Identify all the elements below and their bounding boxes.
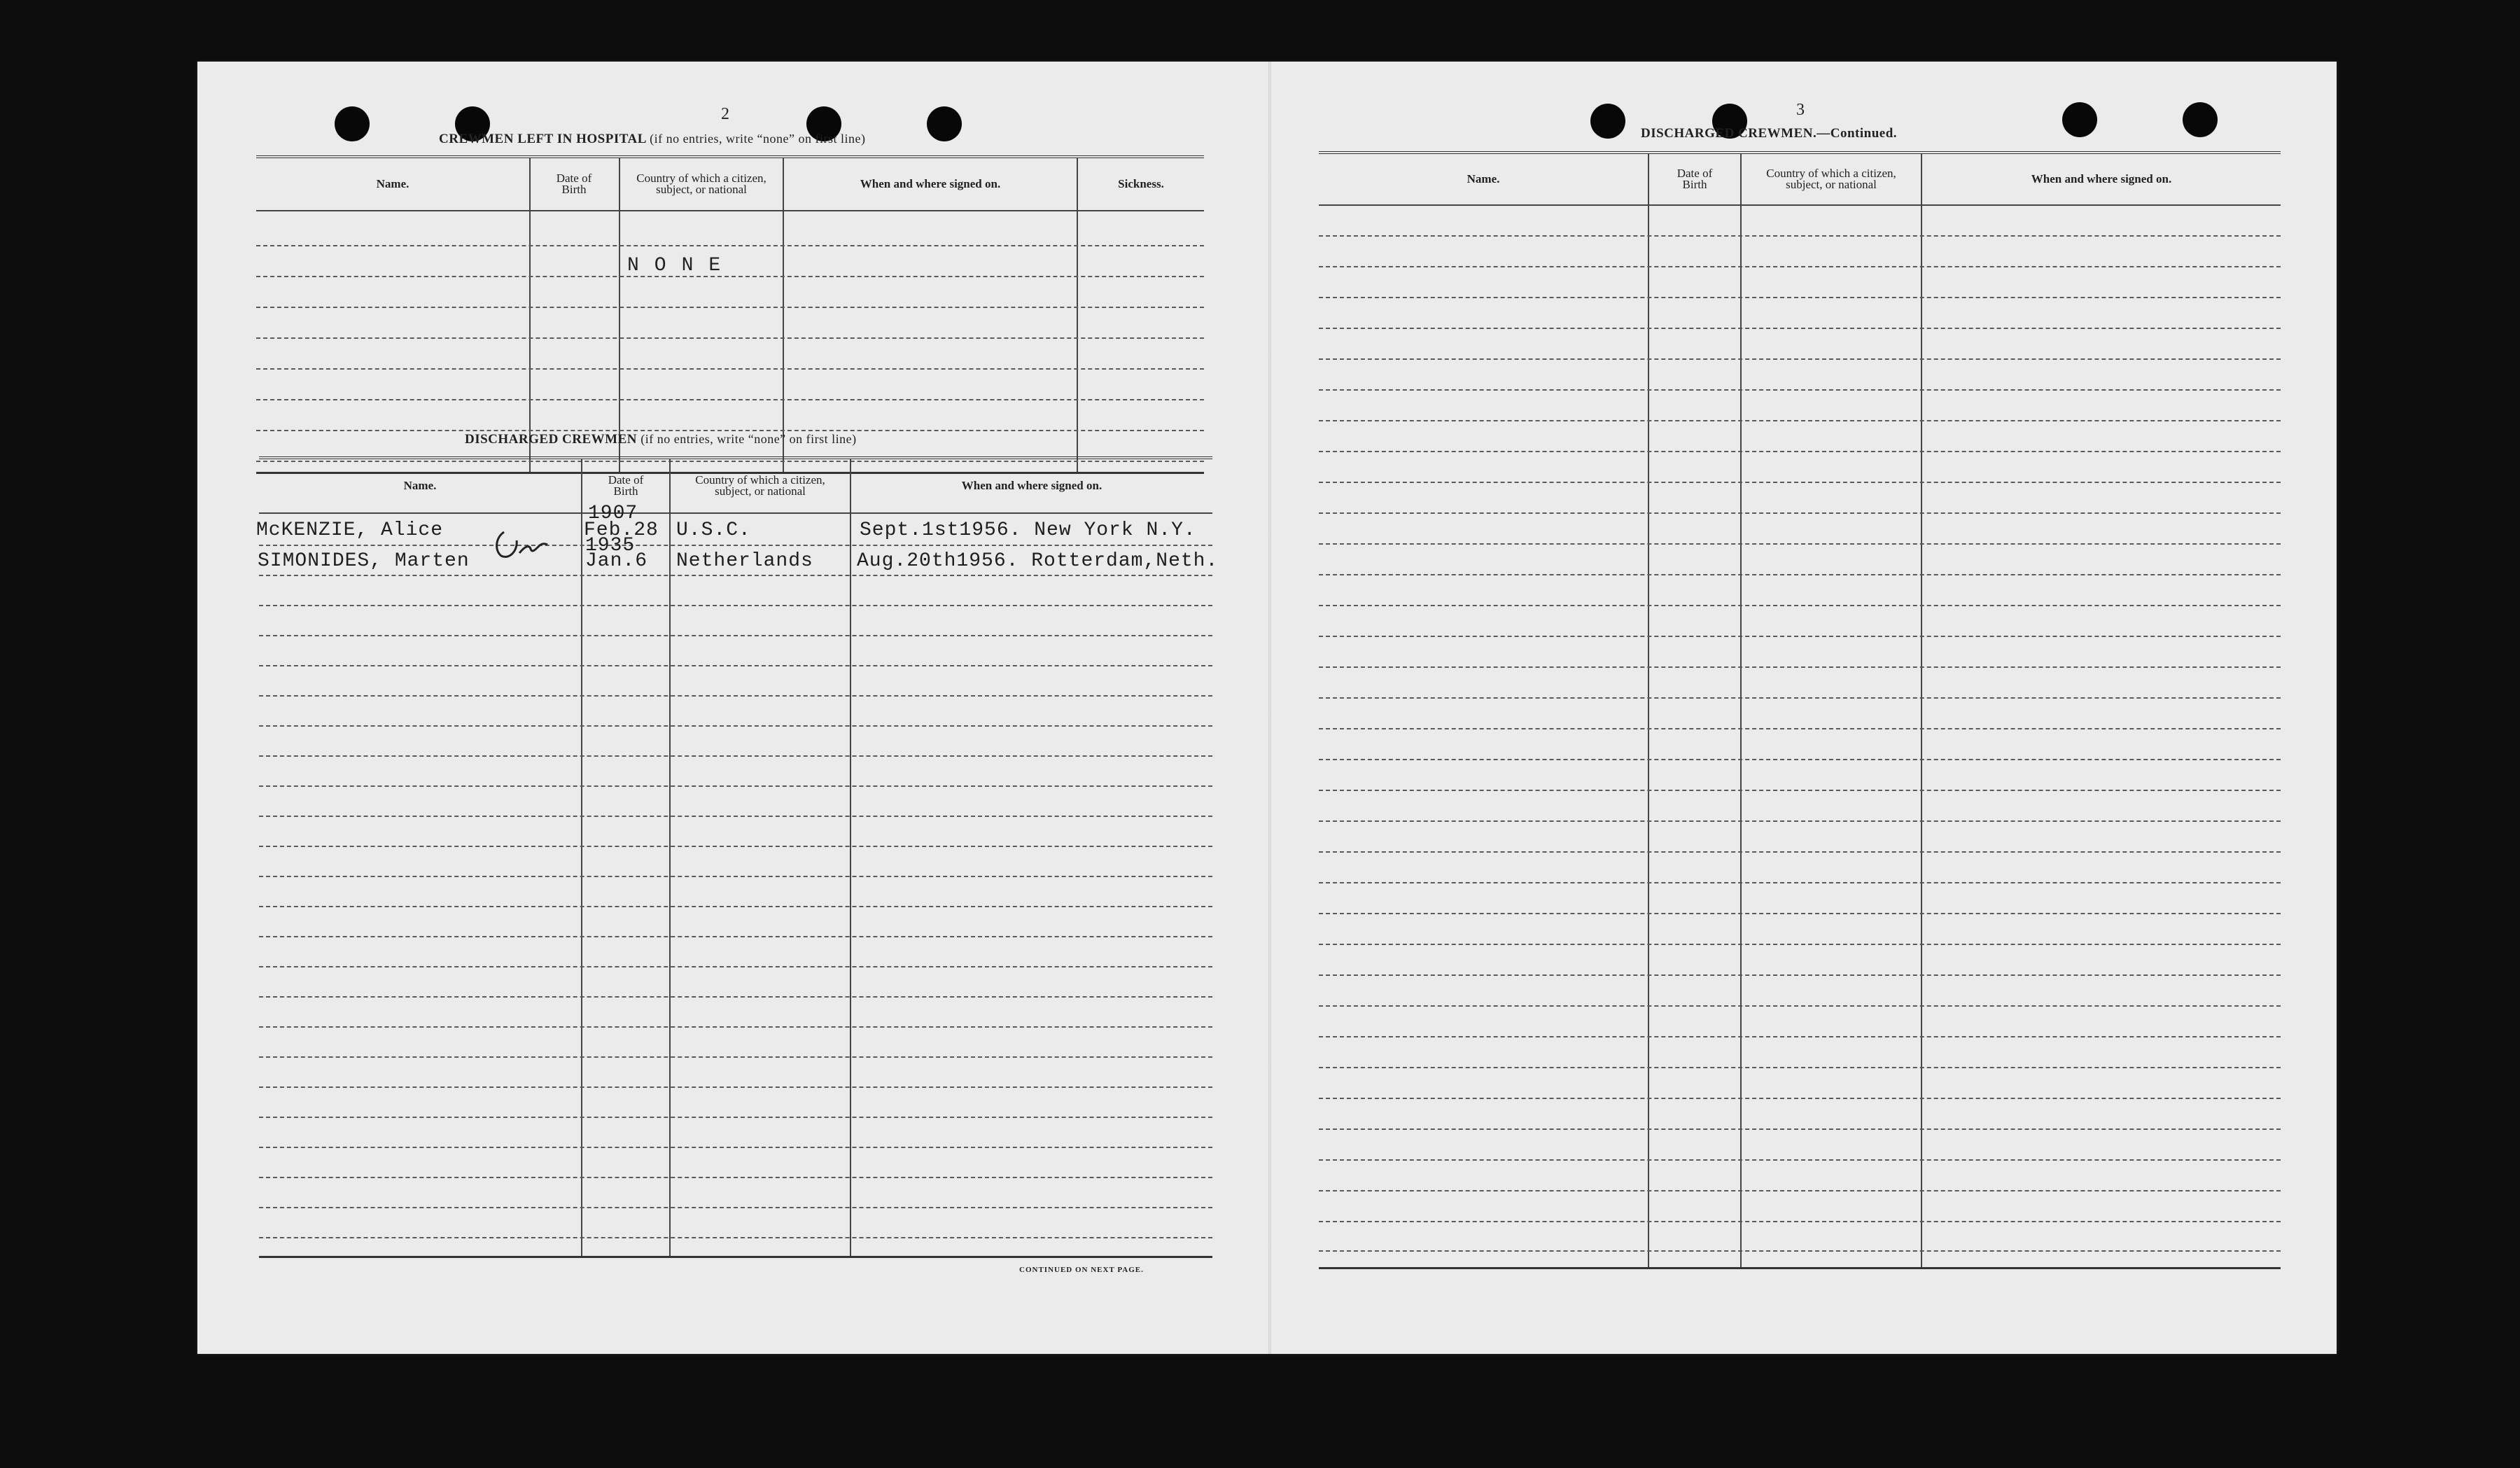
hospital-none-entry: NONE (627, 255, 736, 277)
discharged-title-text: DISCHARGED CREWMEN (465, 432, 637, 447)
crew-row-1-signed: Sept.1st1956. New York N.Y. (860, 519, 1196, 541)
punch-hole (2062, 102, 2097, 137)
discharged-col-name: Name. (403, 479, 437, 492)
right-col-signed: When and where signed on. (2031, 172, 2172, 186)
document-sheet (197, 62, 2337, 1354)
handwritten-mark (490, 525, 553, 567)
punch-hole (335, 106, 370, 141)
discharged-col-country: Country of which a citizen, subject, or national (695, 473, 825, 498)
hospital-col-dob: Date of Birth (556, 172, 592, 196)
hospital-table (256, 155, 1204, 474)
discharged-col-dob: Date of Birth (608, 473, 644, 498)
right-col-name: Name. (1466, 172, 1500, 186)
discharged-table (256, 456, 1219, 1258)
crew-row-2-signed: Aug.20th1956. Rotterdam,Neth. (857, 550, 1219, 572)
page-number-left: 2 (721, 105, 729, 123)
page-fold (1268, 62, 1271, 1354)
punch-hole (1590, 104, 1625, 139)
continued-note: CONTINUED ON NEXT PAGE. (1019, 1266, 1144, 1274)
crew-row-2-year: 1935 (585, 535, 636, 557)
crew-row-2-name: SIMONIDES, Marten (258, 550, 470, 572)
punch-hole (927, 106, 962, 141)
hospital-col-sickness: Sickness. (1118, 177, 1164, 190)
crew-row-1-year: 1907 (588, 503, 638, 524)
crew-row-1-name: McKENZIE, Alice (256, 519, 444, 541)
right-col-country: Country of which a citizen, subject, or national (1766, 167, 1896, 191)
hospital-title-text: CREWMEN LEFT IN HOSPITAL (439, 132, 646, 146)
hospital-col-country: Country of which a citizen, subject, or national (636, 172, 766, 196)
hospital-col-signed: When and where signed on. (860, 177, 1001, 190)
discharged-col-signed: When and where signed on. (961, 479, 1102, 492)
punch-hole (2183, 102, 2218, 137)
discharged-section-title (465, 432, 857, 447)
hospital-col-name: Name. (376, 177, 410, 190)
right-col-dob: Date of Birth (1676, 167, 1713, 191)
page-number-right: 3 (1796, 101, 1805, 119)
right-section-title: DISCHARGED CREWMEN.—Continued. (1641, 126, 1898, 141)
discharged-instruction: (if no entries, write “none” on first line) (640, 432, 857, 446)
crew-row-2-date: Jan.6 (585, 550, 648, 572)
crew-row-2-country: Netherlands (676, 550, 813, 572)
hospital-section-title (439, 132, 865, 147)
crew-row-1-date: Feb.28 (584, 519, 659, 541)
right-discharged-table (1319, 151, 2281, 1269)
hospital-instruction: (if no entries, write “none” on first line) (650, 132, 866, 146)
crew-row-1-country: U.S.C. (676, 519, 751, 541)
